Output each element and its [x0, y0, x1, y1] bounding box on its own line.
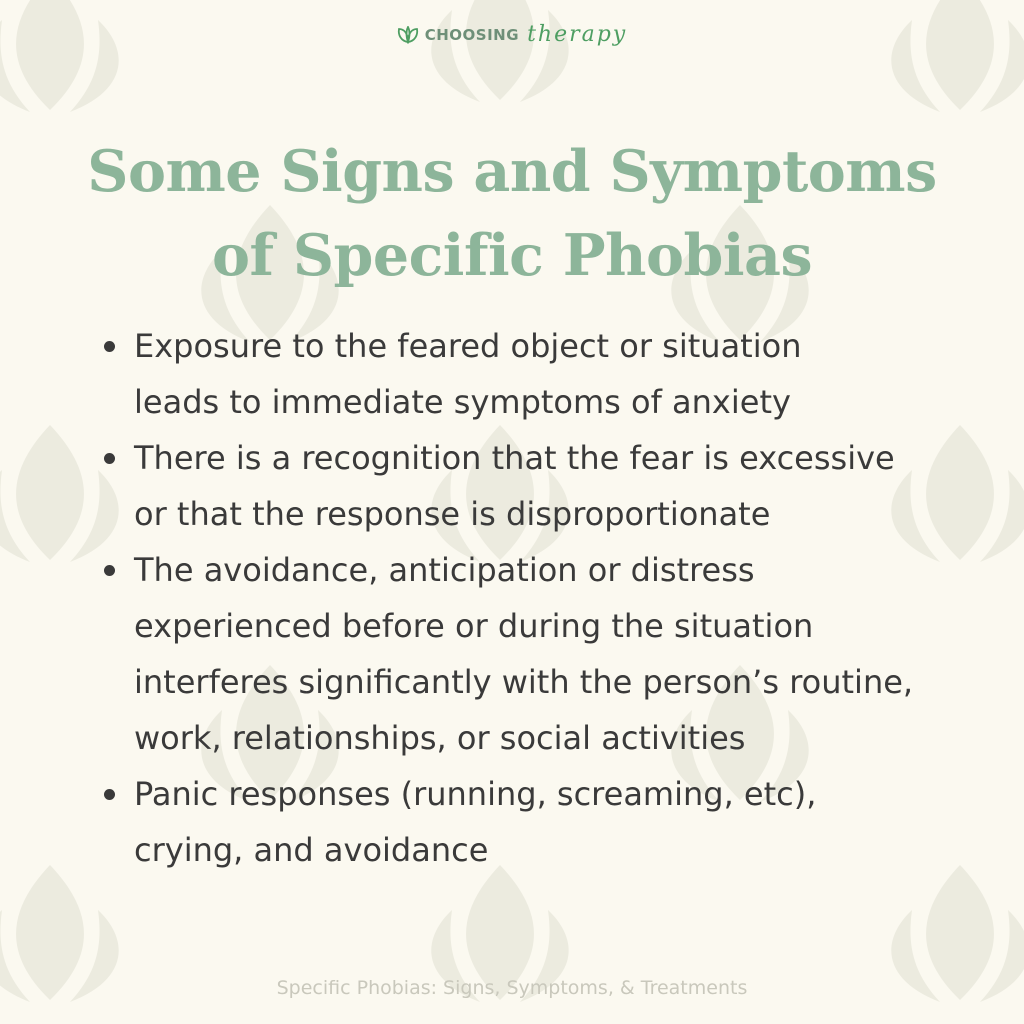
list-item-line: Exposure to the feared object or situation: [134, 327, 802, 365]
brand-logo: [0, 22, 1024, 47]
list-item-line: interferes significantly with the person’s routine,: [134, 663, 914, 701]
list-item-line: There is a recognition that the fear is excessive: [134, 439, 895, 477]
list-item-line: experienced before or during the situation: [134, 607, 814, 645]
bullet-icon: [104, 341, 115, 352]
list-item: [98, 766, 978, 878]
title-line-1: Some Signs and Symptoms: [87, 138, 937, 205]
bullet-icon: [104, 453, 115, 464]
list-item: [98, 542, 978, 766]
title-line-2: of Specific Phobias: [211, 222, 813, 289]
bullet-icon: [104, 565, 115, 576]
list-item: [98, 430, 978, 542]
brand-name-script: therapy: [527, 22, 628, 47]
list-item-line: crying, and avoidance: [134, 831, 489, 869]
list-item: [98, 318, 978, 430]
brand-name-caps: CHOOSING: [424, 25, 520, 44]
list-item-line: Panic responses (running, screaming, etc),: [134, 775, 817, 813]
bullet-icon: [104, 789, 115, 800]
page-title: [40, 130, 984, 298]
list-item-line: or that the response is disproportionate: [134, 495, 771, 533]
list-item-line: The avoidance, anticipation or distress: [134, 551, 755, 589]
symptoms-list: [98, 318, 978, 878]
list-item-line: work, relationships, or social activities: [134, 719, 746, 757]
leaf-icon: [397, 26, 419, 44]
footer-caption: Specific Phobias: Signs, Symptoms, & Treatments: [276, 977, 748, 999]
list-item-line: leads to immediate symptoms of anxiety: [134, 383, 791, 421]
